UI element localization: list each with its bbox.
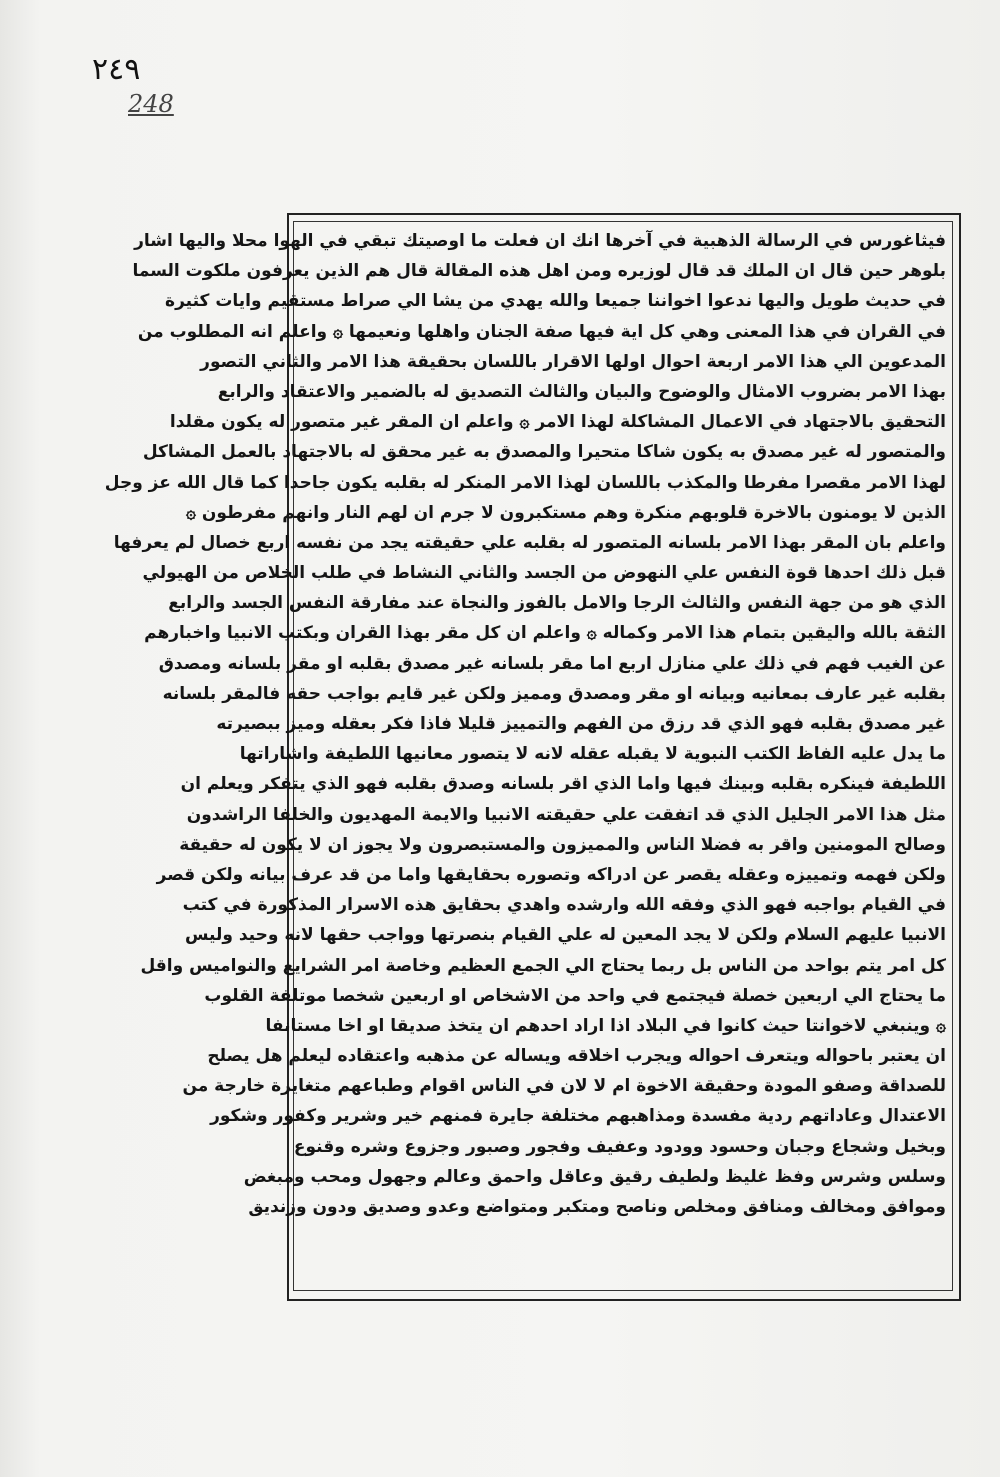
text-line: كل امر يتم بواحد من الناس بل ربما يحتاج الي الجمع العظيم وخاصة امر الشرايع والنواميس واقل (140, 955, 946, 976)
text-line: في القران في هذا المعنى وهي كل اية فيها صفة الجنان واهلها ونعيمها ۞ واعلم انه المطلوب من (137, 321, 946, 342)
manuscript-text-block (104, 226, 946, 1284)
text-line: للصداقة وصفو المودة وحقيقة الاخوة ام لا لان في الناس اقوام وطباعهم متغايرة خارجة من (182, 1076, 946, 1097)
text-line: واعلم بان المقر بهذا الامر بلسانه المتصور له بقلبه علي حقيقته يجد من نفسه اربع خصال لم يعرفها (113, 532, 946, 553)
text-line: في القيام بواجبه فهو الذي وفقه الله وارشده واهدي بحقايق هذه الاسرار المذكورة في كتب (182, 895, 946, 916)
text-line: ان يعتبر باحواله ويتعرف احواله ويجرب اخلاقه ويساله عن مذهبه واعتقاده ليعلم هل يصلح (207, 1046, 946, 1067)
text-line: ما يدل عليه الفاظ الكتب النبوية لا يقبله عقله لانه لا يتصور معانيها اللطيفة واشاراتها (239, 744, 946, 765)
text-line: بقلبه غير عارف بمعانيه وبيانه او مقر ومصدق ومميز ولكن غير قايم بواجب حقه فالمقر بلسانه (162, 683, 946, 704)
text-line: الذي هو من جهة النفس والثالث الرجا والامل بالفوز والنجاة عند مفارقة النفس الجسد والرابع (168, 593, 946, 614)
text-line: فيثاغورس في الرسالة الذهبية في آخرها انك ان فعلت ما اوصيتك تبقي في الهوا محلا واليها اشار (134, 231, 946, 251)
text-line: الثقة بالله واليقين بتمام هذا الامر وكماله ۞ واعلم ان كل مقر بهذا القران وبكتب الانبيا واخبارهم (144, 623, 946, 644)
text-line: الانبيا عليهم السلام ولكن لا يجد المعين له علي القيام بنصرتها وواجب حقها لانه وحيد وليس (185, 925, 946, 946)
text-line: في حديث طويل واليها ندعوا اخواننا جميعا والله يهدي من يشا الي صراط مستقيم وايات كثيرة (165, 291, 946, 312)
text-line: ما يحتاج الي اربعين خصلة فيجتمع في واحد من الاشخاص او اربعين شخصا موتلفة القلوب (204, 985, 946, 1006)
text-line: الذين لا يومنون بالاخرة قلوبهم منكرة وهم مستكبرون لا جرم ان لهم النار وانهم مفرطون ۞ (185, 502, 946, 523)
text-line: والمتصور له غير مصدق به يكون شاكا متحيرا والمصدق به غير محقق له بالاجتهاد بالعمل المشاكل (142, 442, 946, 463)
text-line: قبل ذلك احدها قوة النفس علي النهوض من الجسد والثاني النشاط في طلب الخلاص من الهيولي (142, 563, 946, 584)
text-line: اللطيفة فينكره بقلبه وبينك فيها واما الذي اقر بلسانه وصدق بقلبه فهو الذي يتفكر ويعلم ان (180, 774, 946, 795)
text-line: وموافق ومخالف ومنافق ومخلص وناصح ومتكبر ومتواضع وعدو وصديق ودون وزنديق (248, 1197, 946, 1217)
folio-number-pencil: 248 (128, 90, 174, 118)
text-line: التحقيق بالاجتهاد في الاعمال المشاكلة لهذا الامر ۞ واعلم ان المقر غير متصور له يكون مقلدا (169, 412, 946, 433)
text-line: وبخيل وشجاع وجبان وحسود وودود وعفيف وفجور وصبور وجزوع وشره وقنوع (293, 1136, 946, 1157)
text-line: ۞ وينبغي لاخوانتا حيث كانوا في البلاد اذا اراد احدهم ان يتخذ صديقا او اخا مستانفا (265, 1015, 946, 1036)
text-line: لهذا الامر مقصرا مفرطا والمكذب باللسان لهذا الامر المنكر له بقلبه يكون جاحدا كما قال الله عز وجل (104, 472, 946, 493)
text-line: مثل هذا الامر الجليل الذي قد اتفقت علي حقيقته الانبيا والايمة المهديون والخلفا الراشدون (186, 804, 946, 825)
text-line: المدعوين الي هذا الامر اربعة احوال اولها الاقرار باللسان بحقيقة هذا الامر والثاني التصور (200, 351, 946, 372)
text-line: ولكن فهمه وتمييزه وعقله يقصر عن ادراكه وتصوره بحقايقها واما من قد عرف بيانه ولكن قصر (156, 864, 946, 885)
text-line: وصالح المومنين واقر به فضلا الناس والمميزون والمستبصرون ولا يجوز ان لا يكون له حقيقة (179, 834, 946, 855)
text-line: وسلس وشرس وفظ غليظ ولطيف رقيق وعاقل واحمق وعالم وجهول ومحب ومبغض (243, 1166, 946, 1187)
folio-number-arabic: ٢٤٩ (92, 52, 141, 87)
text-line: غير مصدق بقلبه فهو الذي قد رزق من الفهم والتمييز قليلا فاذا فكر بعقله وميز ببصيرته (216, 714, 946, 734)
text-line: بلوهر حين قال ان الملك قد قال لوزيره ومن اهل هذه المقالة قال هم الذين يعرفون ملكوت السما (132, 261, 946, 282)
text-line: عن الغيب فهم في ذلك علي منازل اربع اما مقر بلسانه غير مصدق بقلبه او مقر بلسانه ومصدق (158, 653, 946, 674)
text-line: بهذا الامر بضروب الامثال والوضوح والبيان والثالث التصديق له بالضمير والاعتقاد والرابع (217, 381, 946, 402)
text-line: الاعتدال وعاداتهم ردية مفسدة ومذاهبهم مختلفة جايرة فمنهم خير وشرير وكفور وشكور (210, 1106, 946, 1127)
